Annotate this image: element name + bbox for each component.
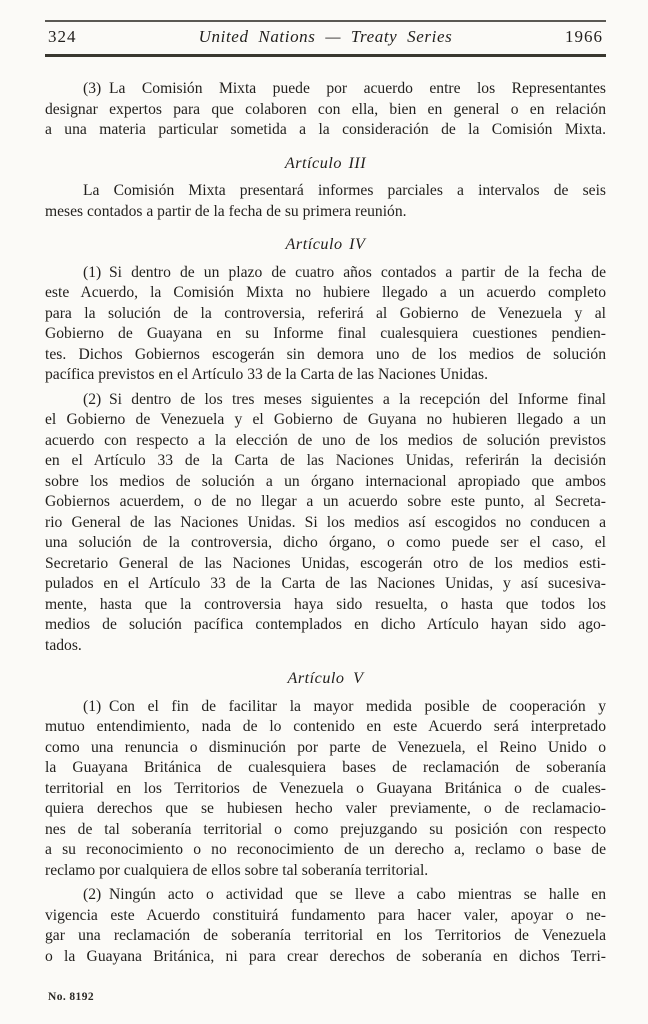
paragraph-line: Gobiernos acuerdem, o de no llegar a un acuerdo sobre este punto, al Secreta- [45,493,606,510]
article-heading: Artículo IV [285,235,366,253]
paragraph-line: Secretario General de las Naciones Unidas, escogerán otro de los medios esti- [45,554,606,572]
paragraph-line: en el Artículo 33 de la Carta de las Naciones Unidas, referirán la decisión [45,452,606,469]
paragraph-line: La Comisión Mixta presentará informes parciales a intervalos de seis [83,182,606,199]
paragraph-line: (1) Con el fin de facilitar la mayor medida posible de cooperación y [83,697,606,715]
paragraph-line: vigencia este Acuerdo constituirá fundamento para hacer valer, apoyar o ne- [45,906,606,924]
paragraph-line: mutuo entendimiento, nada de lo contenido en este Acuerdo será interpretado [45,718,606,735]
paragraph-line: mente, hasta que la controversia haya sido resuelta, o hasta que todos los [45,595,606,613]
footer-treaty-number: No. 8192 [48,991,95,1003]
paragraph [45,390,606,657]
document-body [45,57,606,967]
paragraph-line: (2) Ningún acto o actividad que se lleve a cabo mientras se halle en [83,886,606,903]
paragraph-line: pulados en el Artículo 33 de la Carta de las Naciones Unidas, y así sucesiva- [45,575,606,592]
page-number: 324 [48,27,77,46]
page-header [45,20,606,57]
paragraph-line: designar expertos para que colaboren con ella, bien en general o en relación [45,100,606,118]
paragraph-line: pacífica previstos en el Artículo 33 de la Carta de las Naciones Unidas. [45,366,488,383]
paragraph-line: la Guayana Británica de cualesquiera bases de reclamación de soberanía [45,759,606,776]
paragraph-line: nes de tal soberanía territorial o como prejuzgando su posición con respecto [45,820,606,838]
paragraph [45,885,606,967]
paragraph [45,697,606,882]
paragraph-line: sobre los medios de solución a un órgano internacional apropiado que ambos [45,472,606,490]
journal-title: United Nations — Treaty Series [198,27,453,46]
paragraph-line: medios de solución pacífica contemplados en dicho Artículo hayan sido ago- [45,616,606,633]
paragraph-line: (1) Si dentro de un plazo de cuatro años contados a partir de la fecha de [83,263,606,281]
paragraph-line: rio General de las Naciones Unidas. Si los medios así escogidos no conducen a [45,513,606,531]
paragraph-line: (2) Si dentro de los tres meses siguientes a la recepción del Informe final [83,390,606,408]
paragraph-line: como una renuncia o disminución por parte de Venezuela, el Reino Unido o [45,738,606,756]
paragraph-line: a una materia particular sometida a la consideración de la Comisión Mixta. [45,121,606,138]
treaty-page [0,20,648,1024]
paragraph-line: para la solución de la controversia, referirá al Gobierno de Venezuela y al [45,304,606,322]
article-heading: Artículo III [284,153,367,172]
header-year: 1966 [565,27,603,46]
paragraph [45,181,606,222]
paragraph [45,79,606,141]
paragraph-line: territorial en los Territorios de Venezuela o Guayana Británica o de cuales- [45,779,606,797]
paragraph-line: una solución de la controversia, dicho órgano, o como puede ser el caso, el [45,534,606,551]
paragraph-line: reclamo por cualquiera de ellos sobre tal soberanía territorial. [45,861,429,879]
paragraph-line: a su reconocimiento o no reconocimiento de un derecho a, reclamo o base de [45,841,606,858]
paragraph-line: tados. [45,636,82,654]
paragraph-line: tes. Dichos Gobiernos escogerán sin demora uno de los medios de solución [45,345,606,363]
article-heading: Artículo V [287,669,364,687]
paragraph-line: quiera derechos que se hubiesen hecho valer previamente, o de reclamacio- [45,800,606,817]
paragraph-line: meses contados a partir de la fecha de su primera reunión. [45,202,407,220]
paragraph [45,263,606,386]
paragraph-line: (3) La Comisión Mixta puede por acuerdo entre los Representantes [83,80,606,97]
paragraph-line: o la Guayana Británica, ni para crear derechos de soberanía en dichos Terri- [45,947,606,965]
paragraph-line: gar una reclamación de soberanía territorial en los Territorios de Venezuela [45,927,606,944]
paragraph-line: el Gobierno de Venezuela y el Gobierno de Guyana no hubieren llegado a un [45,411,606,428]
paragraph-line: acuerdo con respecto a la elección de uno de los medios de solución previstos [45,431,606,449]
paragraph-line: Gobierno de Guayana en su Informe final cualesquiera cuestiones pendien- [45,325,606,342]
paragraph-line: este Acuerdo, la Comisión Mixta no hubiere llegado a un acuerdo completo [45,284,606,301]
